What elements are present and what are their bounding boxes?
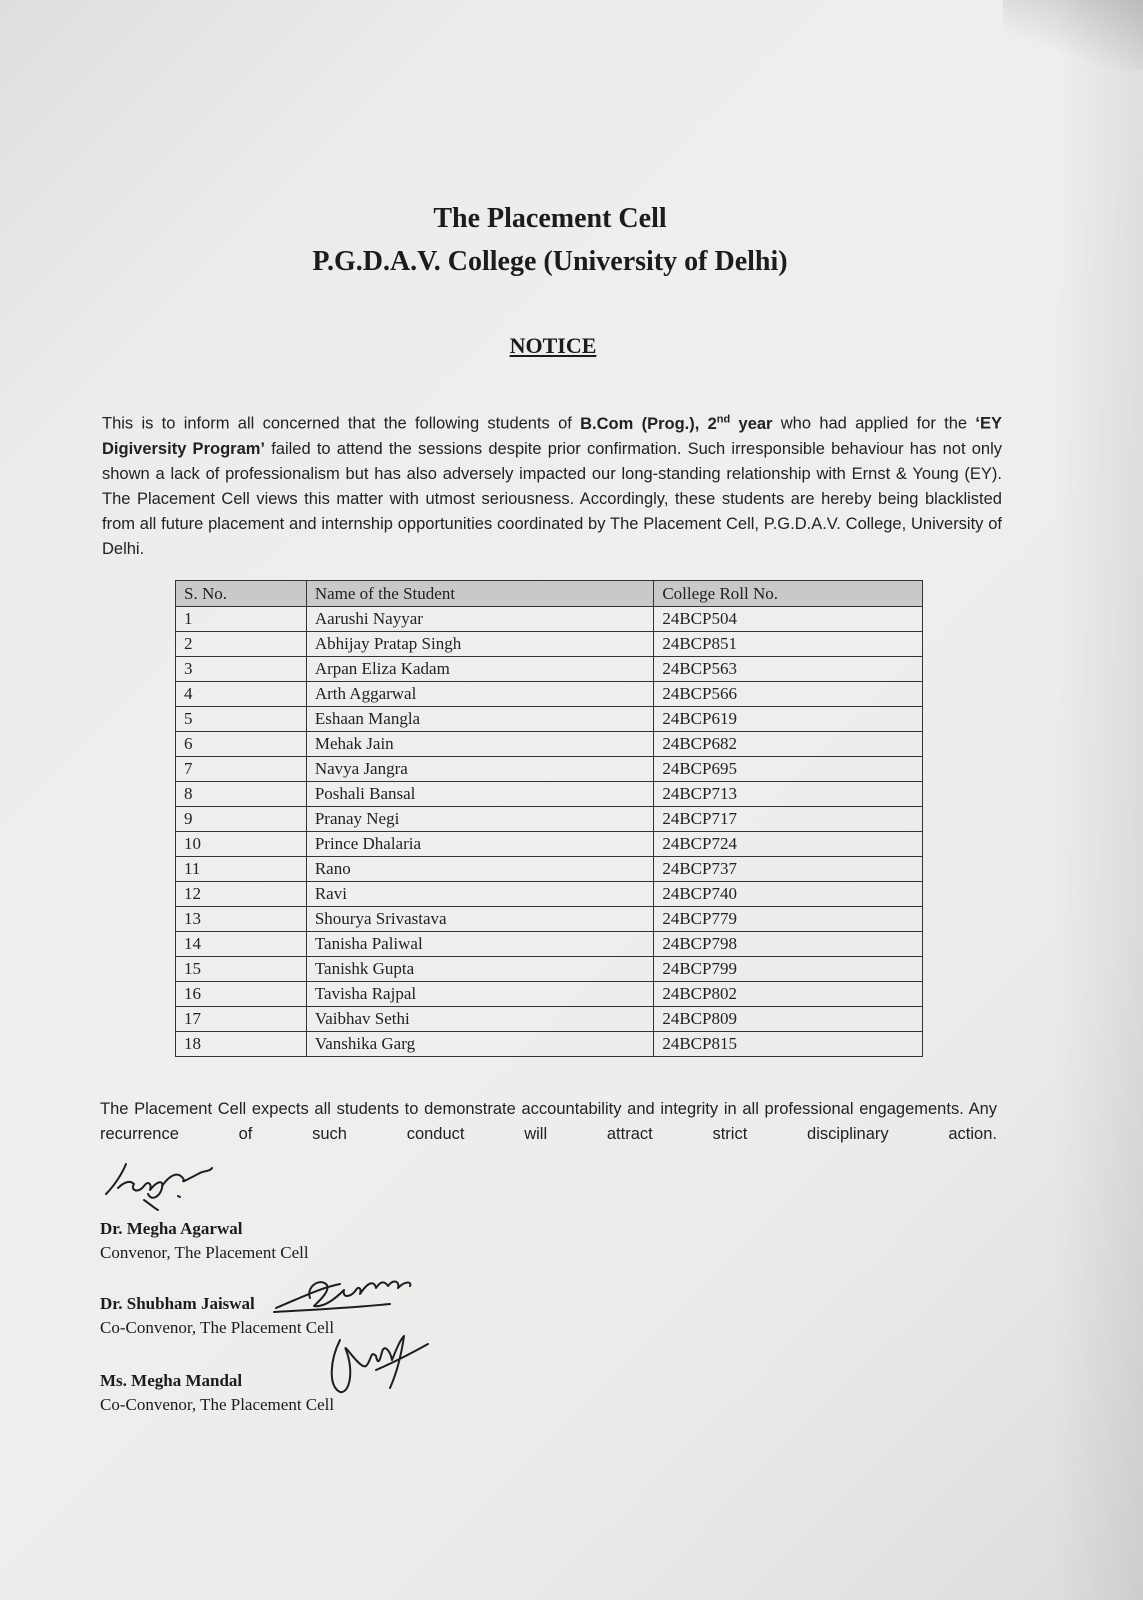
signatory-3-name: Ms. Megha Mandal bbox=[100, 1371, 243, 1390]
roll-number-cell: 24BCP563 bbox=[654, 657, 923, 682]
signatory-3-designation: Co-Convenor, The Placement Cell bbox=[100, 1395, 335, 1414]
serial-number-cell: 11 bbox=[176, 857, 307, 882]
intro-program-sup: nd bbox=[716, 413, 731, 425]
student-name-cell: Shourya Srivastava bbox=[306, 907, 654, 932]
intro-year: year bbox=[730, 414, 773, 433]
table-row bbox=[176, 1032, 923, 1057]
student-name-cell: Arpan Eliza Kadam bbox=[306, 657, 654, 682]
signatory-1-name: Dr. Megha Agarwal bbox=[100, 1219, 243, 1238]
roll-number-cell: 24BCP798 bbox=[654, 932, 923, 957]
roll-number-cell: 24BCP504 bbox=[654, 607, 923, 632]
serial-number-cell: 4 bbox=[176, 682, 307, 707]
student-name-cell: Prince Dhalaria bbox=[306, 832, 654, 857]
table-row bbox=[176, 732, 923, 757]
intro-text-1: This is to inform all concerned that the following students of bbox=[102, 414, 581, 433]
roll-number-cell: 24BCP717 bbox=[654, 807, 923, 832]
signatory-2-designation: Co-Convenor, The Placement Cell bbox=[100, 1318, 335, 1337]
header-student-name: Name of the Student bbox=[306, 581, 654, 607]
intro-text-3: failed to attend the sessions despite prior confirmation. Such irresponsible behaviour has not only shown a lack of professionalism but has also adversely impacted our long-standing relationship with Ernst & Young (EY). The Placement Cell views this matter with utmost seriousness. Accordingly, these students are hereby being blacklisted from all future placement and internship opportunities coordinated by The Placement Cell, P.G.D.A.V. College, University of Delhi. bbox=[102, 439, 1002, 558]
roll-number-cell: 24BCP809 bbox=[654, 1007, 923, 1032]
table-row bbox=[176, 607, 923, 632]
serial-number-cell: 10 bbox=[176, 832, 307, 857]
roll-number-cell: 24BCP740 bbox=[654, 882, 923, 907]
serial-number-cell: 13 bbox=[176, 907, 307, 932]
table-row bbox=[176, 1007, 923, 1032]
roll-number-cell: 24BCP619 bbox=[654, 707, 923, 732]
table-row bbox=[176, 832, 923, 857]
roll-number-cell: 24BCP799 bbox=[654, 957, 923, 982]
roll-number-cell: 24BCP713 bbox=[654, 782, 923, 807]
table-row bbox=[176, 632, 923, 657]
table-row bbox=[176, 682, 923, 707]
table-row bbox=[176, 707, 923, 732]
signatory-3 bbox=[100, 1369, 334, 1417]
header-roll-number: College Roll No. bbox=[654, 581, 923, 607]
closing-paragraph bbox=[100, 1097, 997, 1147]
serial-number-cell: 16 bbox=[176, 982, 307, 1007]
intro-program bbox=[580, 415, 772, 433]
roll-number-cell: 24BCP851 bbox=[654, 632, 923, 657]
serial-number-cell: 14 bbox=[176, 932, 307, 957]
student-name-cell: Arth Aggarwal bbox=[306, 682, 654, 707]
signature-megha-agarwal bbox=[100, 1150, 230, 1212]
signatory-2-name: Dr. Shubham Jaiswal bbox=[100, 1294, 255, 1313]
header-serial-number: S. No. bbox=[176, 581, 307, 607]
student-name-cell: Vanshika Garg bbox=[306, 1032, 654, 1057]
notice-heading: NOTICE bbox=[509, 333, 597, 358]
student-name-cell: Eshaan Mangla bbox=[306, 707, 654, 732]
closing-text-2: Any recurrence of such conduct will attract strict disciplinary action. bbox=[100, 1100, 997, 1143]
serial-number-cell: 3 bbox=[176, 657, 307, 682]
serial-number-cell: 6 bbox=[176, 732, 307, 757]
student-name-cell: Navya Jangra bbox=[306, 757, 654, 782]
serial-number-cell: 1 bbox=[176, 607, 307, 632]
paper-fold-shadow bbox=[1003, 0, 1143, 70]
table-header-row bbox=[176, 581, 923, 607]
serial-number-cell: 18 bbox=[176, 1032, 307, 1057]
table-row bbox=[176, 657, 923, 682]
closing-text-1: The Placement Cell expects all students to demonstrate accountability and integrity in all professional engagements. bbox=[100, 1100, 964, 1118]
student-name-cell: Aarushi Nayyar bbox=[306, 607, 654, 632]
student-name-cell: Mehak Jain bbox=[306, 732, 654, 757]
roll-number-cell: 24BCP682 bbox=[654, 732, 923, 757]
table-body bbox=[176, 607, 923, 1057]
table-row bbox=[176, 782, 923, 807]
student-name-cell: Abhijay Pratap Singh bbox=[306, 632, 654, 657]
serial-number-cell: 15 bbox=[176, 957, 307, 982]
paper-shadow bbox=[1053, 0, 1143, 1600]
table-row bbox=[176, 957, 923, 982]
roll-number-cell: 24BCP815 bbox=[654, 1032, 923, 1057]
signature-megha-mandal bbox=[320, 1330, 440, 1400]
signatory-2 bbox=[100, 1292, 334, 1340]
student-name-cell: Vaibhav Sethi bbox=[306, 1007, 654, 1032]
blacklisted-students-table bbox=[175, 580, 923, 1057]
roll-number-cell: 24BCP695 bbox=[654, 757, 923, 782]
intro-event-name: ‘EY Digiversity Program’ bbox=[102, 414, 1002, 458]
table-row bbox=[176, 757, 923, 782]
serial-number-cell: 2 bbox=[176, 632, 307, 657]
student-name-cell: Tanisha Paliwal bbox=[306, 932, 654, 957]
student-name-cell: Tavisha Rajpal bbox=[306, 982, 654, 1007]
intro-program-text: B.Com (Prog.), 2 bbox=[580, 414, 717, 433]
signatory-1 bbox=[100, 1217, 309, 1265]
roll-number-cell: 24BCP737 bbox=[654, 857, 923, 882]
roll-number-cell: 24BCP566 bbox=[654, 682, 923, 707]
roll-number-cell: 24BCP724 bbox=[654, 832, 923, 857]
serial-number-cell: 9 bbox=[176, 807, 307, 832]
student-name-cell: Tanishk Gupta bbox=[306, 957, 654, 982]
table-row bbox=[176, 932, 923, 957]
placement-cell-title: The Placement Cell bbox=[433, 203, 667, 234]
signatory-1-designation: Convenor, The Placement Cell bbox=[100, 1243, 309, 1262]
student-name-cell: Rano bbox=[306, 857, 654, 882]
table-row bbox=[176, 982, 923, 1007]
serial-number-cell: 12 bbox=[176, 882, 307, 907]
table-row bbox=[176, 882, 923, 907]
table-row bbox=[176, 807, 923, 832]
table-row bbox=[176, 857, 923, 882]
serial-number-cell: 17 bbox=[176, 1007, 307, 1032]
roll-number-cell: 24BCP779 bbox=[654, 907, 923, 932]
college-title: P.G.D.A.V. College (University of Delhi) bbox=[312, 246, 788, 277]
intro-text-2: who had applied for the bbox=[772, 414, 976, 433]
table-row bbox=[176, 907, 923, 932]
student-name-cell: Pranay Negi bbox=[306, 807, 654, 832]
student-name-cell: Poshali Bansal bbox=[306, 782, 654, 807]
roll-number-cell: 24BCP802 bbox=[654, 982, 923, 1007]
student-name-cell: Ravi bbox=[306, 882, 654, 907]
serial-number-cell: 8 bbox=[176, 782, 307, 807]
serial-number-cell: 7 bbox=[176, 757, 307, 782]
serial-number-cell: 5 bbox=[176, 707, 307, 732]
notice-intro-paragraph bbox=[102, 407, 1002, 562]
